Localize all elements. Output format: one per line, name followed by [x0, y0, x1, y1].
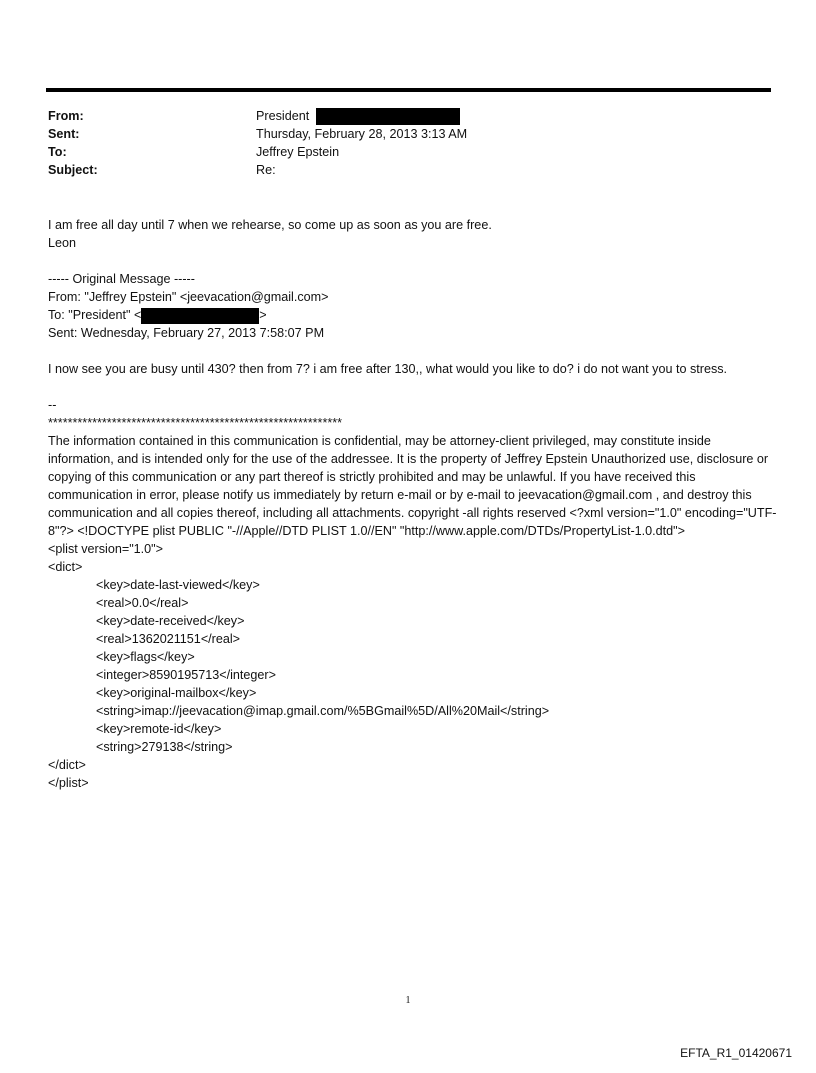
message-line: I am free all day until 7 when we rehearse, so come up as soon as you are free.	[48, 218, 492, 232]
plist-line: <key>flags</key>	[96, 650, 195, 664]
sent-value: Thursday, February 28, 2013 3:13 AM	[256, 127, 468, 141]
page-number: 1	[405, 995, 411, 1006]
original-sent: Sent: Wednesday, February 27, 2013 7:58:07 PM	[48, 326, 325, 340]
plist-line: <key>remote-id</key>	[96, 722, 222, 736]
plist-close: </plist>	[48, 776, 89, 790]
plist-line: <string>279138</string>	[96, 740, 233, 754]
subject-label: Subject:	[48, 163, 98, 177]
plist-line: <key>date-last-viewed</key>	[96, 578, 260, 592]
original-to-prefix: To: "President" <	[48, 308, 142, 322]
plist-line: <key>original-mailbox</key>	[96, 686, 257, 700]
to-value: Jeffrey Epstein	[256, 145, 340, 159]
signature: Leon	[48, 236, 77, 250]
subject-value: Re:	[256, 163, 276, 177]
sent-label: Sent:	[48, 127, 80, 141]
header-rule	[46, 88, 771, 92]
plist-open: <plist version="1.0">	[48, 542, 164, 556]
to-row	[48, 143, 748, 161]
original-from: From: "Jeffrey Epstein" <jeevacation@gmail.com>	[48, 290, 329, 304]
plist-line: <integer>8590195713</integer>	[96, 668, 276, 682]
plist-line: <key>date-received</key>	[96, 614, 245, 628]
original-divider: ----- Original Message -----	[48, 272, 195, 286]
from-name: President	[256, 109, 310, 123]
plist-line: <real>0.0</real>	[96, 596, 189, 610]
plist-line: <real>1362021151</real>	[96, 632, 241, 646]
original-to-suffix: >	[259, 308, 267, 322]
from-row	[48, 107, 748, 125]
original-to	[48, 306, 778, 324]
disclaimer-text: The information contained in this communication is confidential, may be attorney-client privileged, may constitute inside information, and is intended only for the use of the addressee. It is the property of Jeffrey Epstein Unauthorized use, disclosure or copying of this communication or any part thereof is strictly prohibited and may be unlawful. If you have received this communication in error, please notify us immediately by return e-mail or by e-mail to jeevacation@gmail.com , and destroy this communication and all copies thereof, including all attachments. copyright -all rights reserved <?xml version="1.0" encoding="UTF-8"?> <!DOCTYPE plist PUBLIC "-//Apple//DTD PLIST 1.0//EN" "http://www.apple.com/DTDs/PropertyList-1.0.dtd">	[48, 434, 777, 538]
subject-row	[48, 161, 748, 179]
dict-close: </dict>	[48, 758, 86, 772]
redaction-block	[316, 108, 460, 125]
disclaimer-stars: ************************************************************	[48, 416, 343, 430]
disclaimer-dashes: --	[48, 398, 57, 412]
from-label: From:	[48, 109, 84, 123]
plist-line: <string>imap://jeevacation@imap.gmail.com/%5BGmail%5D/All%20Mail</string>	[96, 704, 550, 718]
redaction-block	[141, 308, 259, 324]
sent-row	[48, 125, 748, 143]
from-value	[256, 107, 460, 125]
dict-open: <dict>	[48, 560, 83, 574]
to-label: To:	[48, 145, 67, 159]
email-body	[48, 216, 778, 792]
email-header	[48, 107, 748, 179]
bates-number: EFTA_R1_01420671	[680, 1046, 792, 1060]
original-body: I now see you are busy until 430? then from 7? i am free after 130,, what would you like to do? i do not want you to stress.	[48, 362, 728, 376]
